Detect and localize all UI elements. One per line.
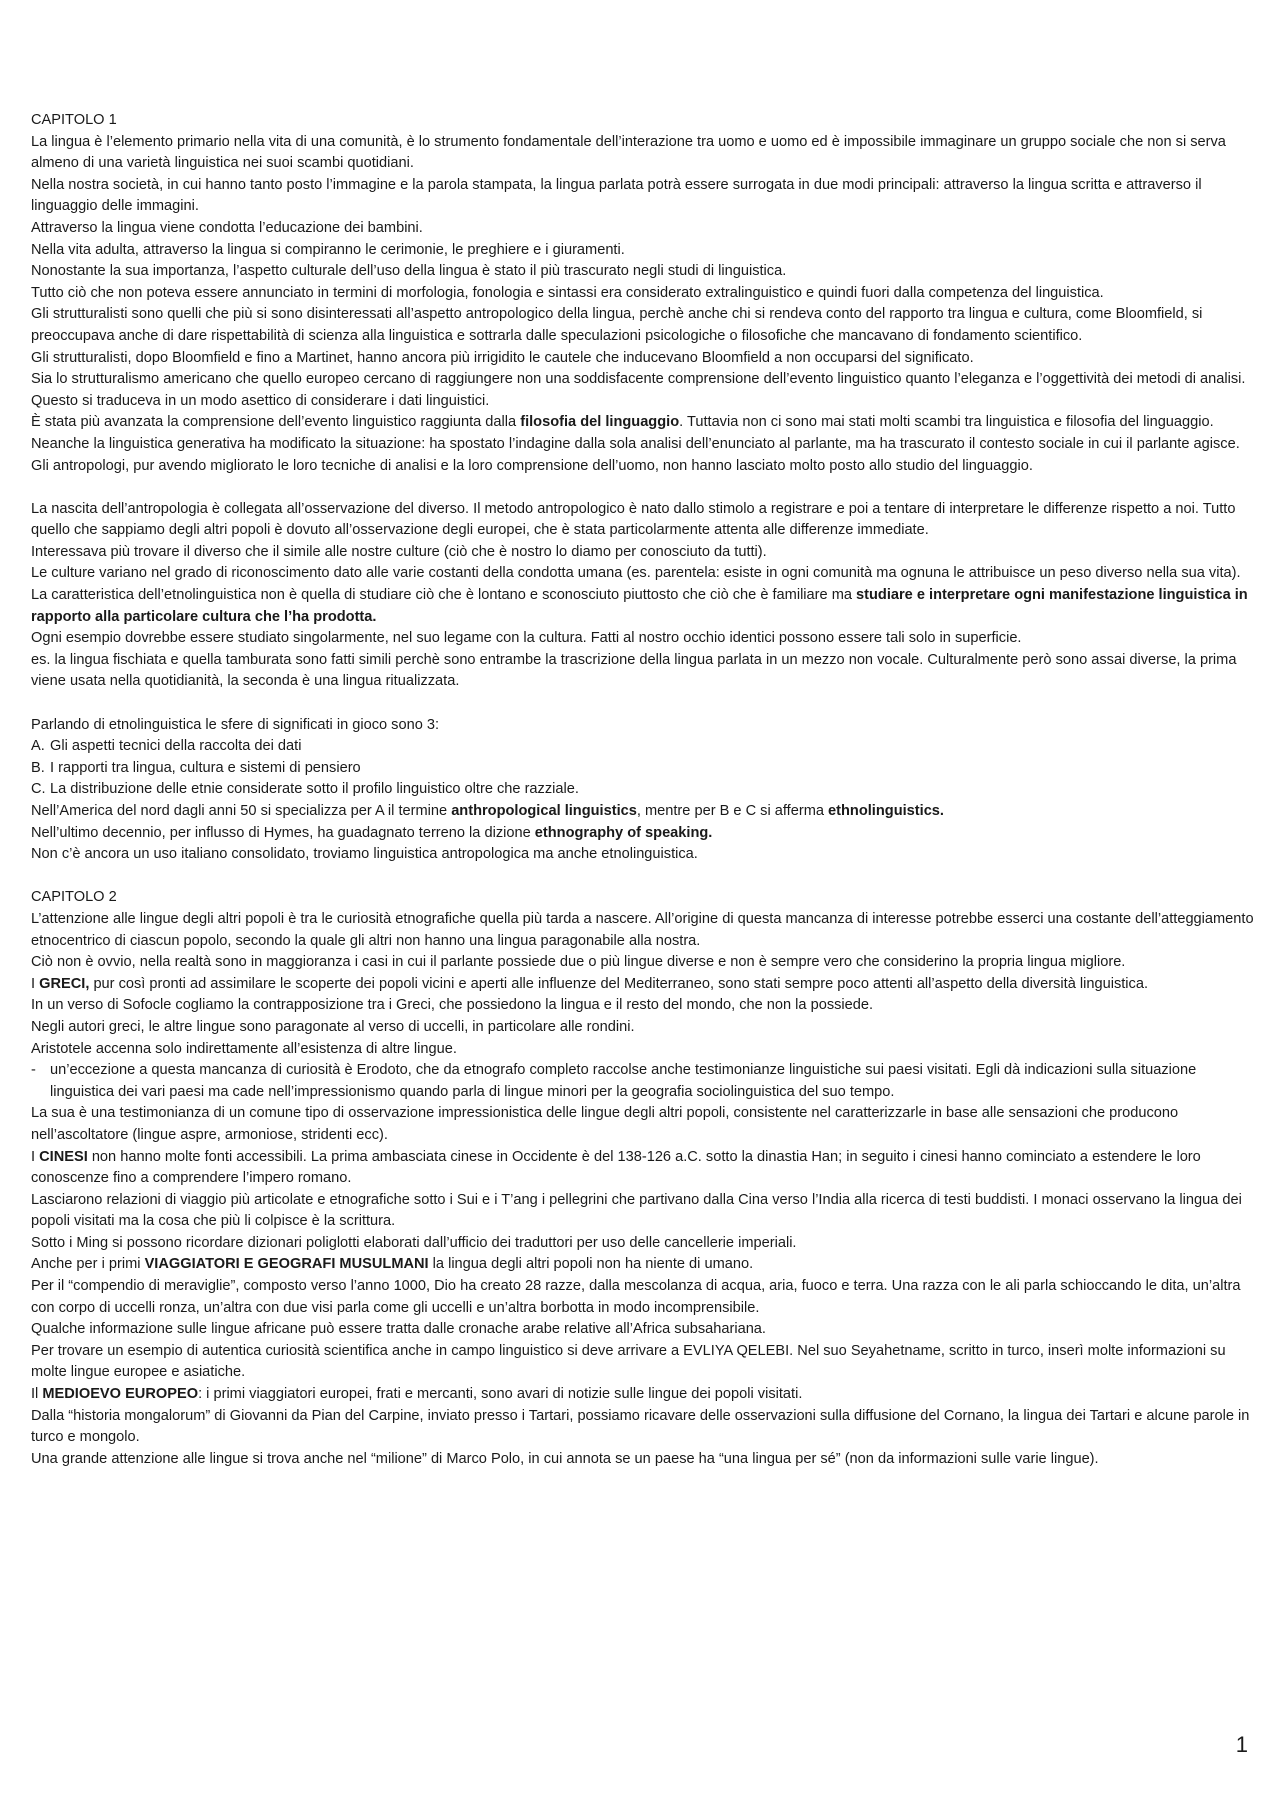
text-span: : i primi viaggiatori europei, frati e mercanti, sono avari di notizie sulle lingue dei popoli visitati. xyxy=(198,1386,803,1403)
paragraph: Sia lo strutturalismo americano che quello europeo cercano di raggiungere non una soddisfacente comprensione dell’evento linguistico quanto l’eleganza e l’oggettività dei metodi di analisi. Questo si traduceva in un modo asettico di considerare i dati linguistici. xyxy=(31,371,1246,409)
list-text: Gli aspetti tecnici della raccolta dei dati xyxy=(50,738,302,755)
paragraph xyxy=(31,823,1256,845)
text-span: , mentre per B e C si afferma xyxy=(636,803,829,819)
bold-term: VIAGGIATORI E GEOGRAFI MUSULMANI xyxy=(144,1256,429,1273)
paragraph: Negli autori greci, le altre lingue sono paragonate al verso di uccelli, in particolare alle rondini. xyxy=(31,1018,635,1035)
paragraph: Interessava più trovare il diverso che il simile alle nostre culture (ciò che è nostro lo diamo per conosciuto da tutti). xyxy=(31,543,767,560)
paragraph: Non c’è ancora un uso italiano consolidato, troviamo linguistica antropologica ma anche etnolinguistica. xyxy=(31,846,698,863)
bold-term: GRECI, xyxy=(39,975,90,992)
dash-marker: - xyxy=(31,1062,36,1079)
paragraph: Sotto i Ming si possono ricordare dizionari poliglotti elaborati dall’ufficio dei traduttori per uso delle cancellerie imperiali. xyxy=(31,1234,797,1251)
blank-line xyxy=(31,866,1256,888)
bold-term: filosofia del linguaggio xyxy=(520,414,680,431)
page-number: 1 xyxy=(1235,1732,1248,1757)
paragraph: Nella vita adulta, attraverso la lingua si compiranno le cerimonie, le preghiere e i giuramenti. xyxy=(31,241,625,258)
paragraph xyxy=(31,585,1256,628)
text-span: Anche per i primi xyxy=(31,1256,145,1273)
text-span: I xyxy=(31,975,40,992)
text-span: . Tuttavia non ci sono mai stati molti scambi tra linguistica e filosofia del linguaggio. xyxy=(679,414,1214,431)
paragraph xyxy=(31,1147,1256,1190)
chapter-1-heading: CAPITOLO 1 xyxy=(31,112,117,128)
paragraph: Una grande attenzione alle lingue si trova anche nel “milione” di Marco Polo, in cui annota se un paese ha “una lingua per sé” (non da informazioni sulle varie lingue). xyxy=(31,1450,1099,1467)
bold-term: CINESI xyxy=(39,1148,88,1165)
blank-line xyxy=(31,693,1256,715)
text-span: pur così pronti ad assimilare le scoperte dei popoli vicini e aperti alle influenze del Mediterraneo, sono stati sempre poco attenti all’aspetto della diversità linguistica. xyxy=(89,975,1149,992)
paragraph: In un verso di Sofocle cogliamo la contrapposizione tra i Greci, che possiedono la lingua e il resto del mondo, che non la possiede. xyxy=(31,997,874,1014)
bold-term: ethnolinguistics. xyxy=(828,803,944,819)
paragraph: Dalla “historia mongalorum” di Giovanni da Pian del Carpine, inviato presso i Tartari, possiamo ricavare delle osservazioni sulla diffusione del Cornano, la lingua dei Tartari e alcune parole in turco e mongolo. xyxy=(31,1407,1250,1446)
paragraph: Parlando di etnolinguistica le sfere di significati in gioco sono 3: xyxy=(31,716,440,733)
paragraph: Tutto ciò che non poteva essere annunciato in termini di morfologia, fonologia e sintassi era considerato extralinguistico e quindi fuori dalla competenza del linguistica. xyxy=(31,284,1104,301)
list-text: La distribuzione delle etnie considerate sotto il profilo linguistico oltre che razziale. xyxy=(50,781,579,798)
paragraph: Nella nostra società, in cui hanno tanto posto l’immagine e la parola stampata, la lingua parlata potrà essere surrogata in due modi principali: attraverso la lingua scritta e attraverso il linguaggio delle immagini. xyxy=(31,176,1202,215)
paragraph xyxy=(31,1254,1256,1276)
paragraph: Lasciarono relazioni di viaggio più articolate e etnografiche sotto i Sui e i T’ang i pellegrini che partivano dalla Cina verso l’India alla ricerca di testi buddisti. I monaci osservano la lingua dei popoli visitati ma la cosa che più li colpisce è la scrittura. xyxy=(31,1191,1242,1230)
dash-list-item xyxy=(31,1060,1256,1103)
paragraph xyxy=(31,974,1256,996)
bold-term: studiare e interpretare ogni manifestazione linguistica in rapporto alla particolare cultura che l’ha prodotta. xyxy=(31,587,1248,625)
document-body xyxy=(31,110,1256,1470)
list-item xyxy=(31,736,1256,758)
paragraph xyxy=(31,412,1256,434)
text-span: Il xyxy=(31,1386,43,1403)
list-marker: C. xyxy=(31,781,46,798)
list-text: un’eccezione a questa mancanza di curiosità è Erodoto, che da etnografo completo raccolse anche testimonianze linguistiche sui paesi visitati. Egli dà indicazioni sulla situazione linguistica dei vari paesi ma cade nell’impressionismo quando parla di lingue minori per la geografia sociolinguistica del suo tempo. xyxy=(50,1062,1197,1100)
chapter-2-heading: CAPITOLO 2 xyxy=(31,889,117,906)
paragraph: Gli strutturalisti sono quelli che più si sono disinteressati all’aspetto antropologico della lingua, perchè anche chi si rendeva conto del rapporto tra lingua e cultura, come Bloomfield, si preoccupava anche di dare rispettabilità di scienza alla linguistica e sottrarla dalle speculazioni psicologiche o filosofiche che mancavano di fondamento scientifico. xyxy=(31,306,1203,344)
paragraph: La nascita dell’antropologia è collegata all’osservazione del diverso. Il metodo antropologico è nato dallo stimolo a registrare e poi a tentare di interpretare le differenze rispetto a noi. Tutto quello che sappiamo degli altri popoli è dovuto all’osservazione degli europei, che è stata particolarmente attenta alle differenze immediate. xyxy=(31,500,1236,539)
text-span: I xyxy=(31,1148,40,1165)
paragraph: Le culture variano nel grado di riconoscimento dato alle varie costanti della condotta umana (es. parentela: esiste in ogni comunità ma ognuna le attribuisce un peso diverso nella sua vita). xyxy=(31,565,1241,582)
paragraph: Per il “compendio di meraviglie”, composto verso l’anno 1000, Dio ha creato 28 razze, dalla mescolanza di acqua, aria, fuoco e terra. Una razza con le ali parla schioccando le dita, un’altra con corpo di uccelli ronza, un’altra con due visi parla come gli uccelli e un’altra borbotta in modo incomprensibile. xyxy=(31,1278,1241,1316)
bold-term: ethnography of speaking. xyxy=(534,824,713,841)
text-span: la lingua degli altri popoli non ha niente di umano. xyxy=(428,1256,754,1273)
blank-line xyxy=(31,477,1256,499)
paragraph: L’attenzione alle lingue degli altri popoli è tra le curiosità etnografiche quella più tarda a nascere. All’origine di questa mancanza di interesse potrebbe esserci una costante dell’atteggiamento etnocentrico di ciascun popolo, secondo la quale gli altri non hanno una lingua paragonabile alla nostra. xyxy=(31,910,1254,949)
paragraph xyxy=(31,1384,1256,1406)
paragraph: Neanche la linguistica generativa ha modificato la situazione: ha spostato l’indagine dalla sola analisi dell’enunciato al parlante, ma ha trascurato il contesto sociale in cui il parlante agisce. xyxy=(31,435,1240,452)
paragraph xyxy=(31,801,1256,823)
paragraph: es. la lingua fischiata e quella tamburata sono fatti simili perchè sono entrambe la trascrizione della lingua parlata in un mezzo non vocale. Culturalmente però sono assai diverse, la prima viene usata nella quotidianità, la seconda è una lingua ritualizzata. xyxy=(31,651,1237,690)
paragraph: La sua è una testimonianza di un comune tipo di osservazione impressionistica delle lingue degli altri popoli, consistente nel caratterizzarle in base alle sensazioni che producono nell’ascoltatore (lingue aspre, armoniose, stridenti ecc). xyxy=(31,1105,1179,1143)
text-span: Nell’ultimo decennio, per influsso di Hymes, ha guadagnato terreno la dizione xyxy=(31,824,535,841)
list-marker: B. xyxy=(31,759,45,776)
paragraph: Gli antropologi, pur avendo migliorato le loro tecniche di analisi e la loro comprensione dell’uomo, non hanno lasciato molto posto allo studio del linguaggio. xyxy=(31,457,1033,474)
bold-term: anthropological linguistics xyxy=(451,803,637,819)
paragraph: Gli strutturalisti, dopo Bloomfield e fino a Martinet, hanno ancora più irrigidito le cautele che inducevano Bloomfield a non occuparsi del significato. xyxy=(31,349,974,366)
text-span: La caratteristica dell’etnolinguistica non è quella di studiare ciò che è lontano e sconosciuto piuttosto che ciò che è familiare ma xyxy=(31,587,857,604)
text-span: non hanno molte fonti accessibili. La prima ambasciata cinese in Occidente è del 138-126 a.C. sotto la dinastia Han; in seguito i cinesi hanno cominciato a estendere le loro conoscenze fino a comprendere l’impero romano. xyxy=(31,1148,1201,1187)
text-span: È stata più avanzata la comprensione dell’evento linguistico raggiunta dalla xyxy=(31,414,521,431)
paragraph: Per trovare un esempio di autentica curiosità scientifica anche in campo linguistico si deve arrivare a EVLIYA QELEBI. Nel suo Seyahetname, scritto in turco, inserì molte informazioni su molte lingue europee e asiatiche. xyxy=(31,1342,1226,1381)
paragraph: Ogni esempio dovrebbe essere studiato singolarmente, nel suo legame con la cultura. Fatti al nostro occhio identici possono essere tali solo in superficie. xyxy=(31,630,1022,647)
paragraph: Nonostante la sua importanza, l’aspetto culturale dell’uso della lingua è stato il più trascurato negli studi di linguistica. xyxy=(31,263,787,280)
bold-term: MEDIOEVO EUROPEO xyxy=(42,1386,199,1403)
paragraph: Aristotele accenna solo indirettamente all’esistenza di altre lingue. xyxy=(31,1040,457,1057)
paragraph: La lingua è l’elemento primario nella vita di una comunità, è lo strumento fondamentale dell’interazione tra uomo e uomo ed è impossibile immaginare un gruppo sociale che non si serva almeno di una varietà linguistica nei suoi scambi quotidiani. xyxy=(31,133,1226,172)
paragraph: Attraverso la lingua viene condotta l’educazione dei bambini. xyxy=(31,219,423,236)
list-item xyxy=(31,779,1256,801)
paragraph: Qualche informazione sulle lingue africane può essere tratta dalle cronache arabe relative all’Africa subsahariana. xyxy=(31,1321,766,1338)
list-item xyxy=(31,758,1256,780)
list-text: I rapporti tra lingua, cultura e sistemi di pensiero xyxy=(50,759,361,776)
paragraph: Ciò non è ovvio, nella realtà sono in maggioranza i casi in cui il parlante possiede due o più lingue diverse e non è sempre vero che considerino la propria lingua migliore. xyxy=(31,954,1126,971)
list-marker: A. xyxy=(31,738,45,755)
text-span: Nell’America del nord dagli anni 50 si specializza per A il termine xyxy=(31,803,452,819)
